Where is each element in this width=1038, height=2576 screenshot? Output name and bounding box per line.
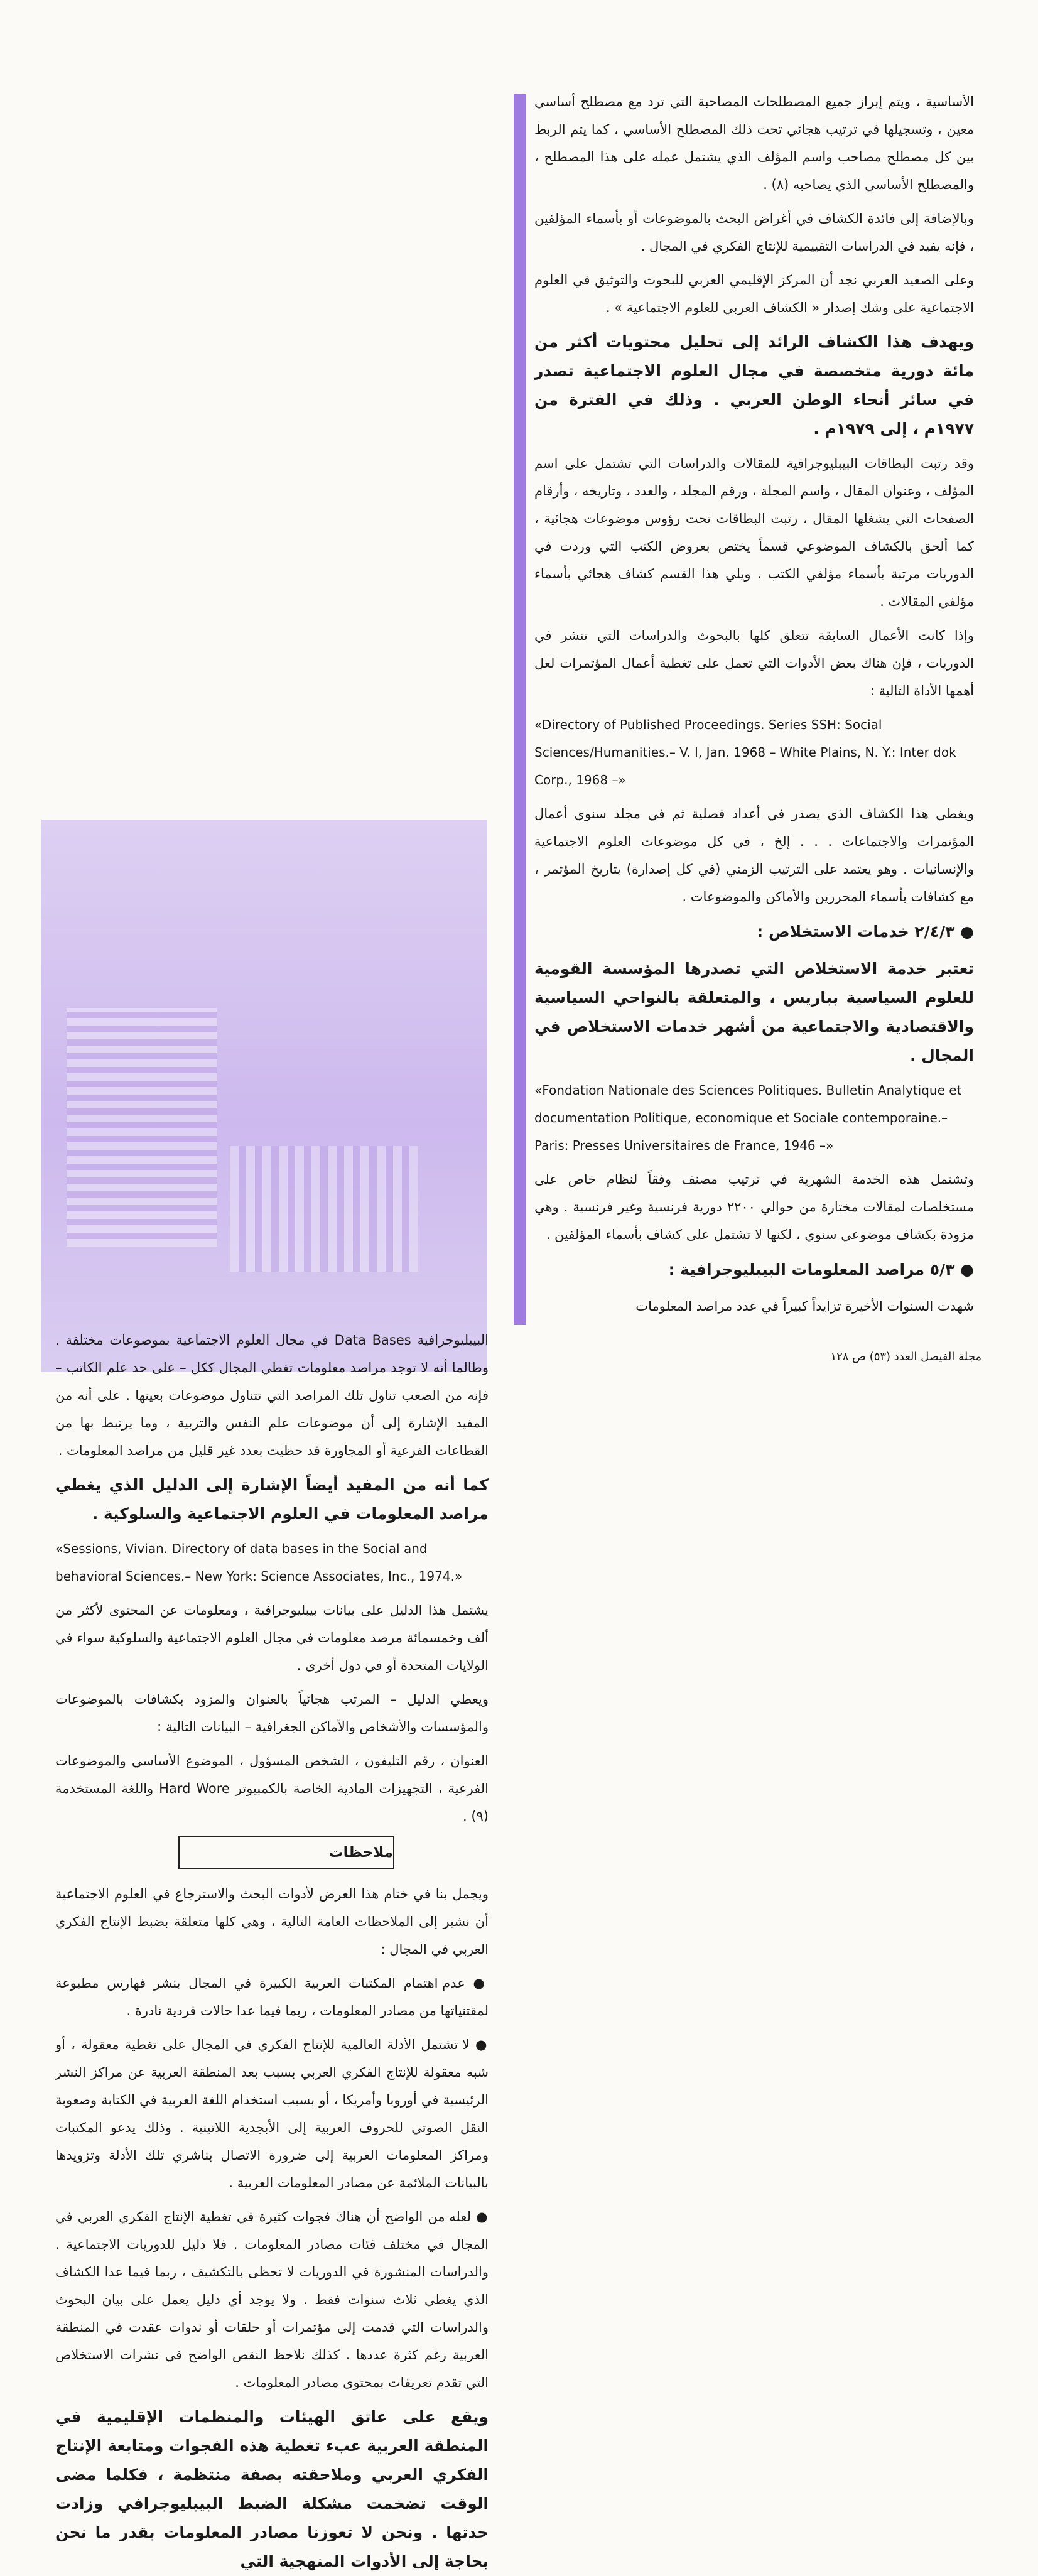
reference-citation: «Directory of Published Proceedings. Series SSH: Social Sciences/Humanities.– V. I, Jan. 1968 – White Plains, N. Y.: Inter dok Corp., 1968 –»: [534, 717, 956, 787]
bold-paragraph: ويهدف هذا الكشاف الرائد إلى تحليل محتويات أكثر من مائة دورية متخصصة في مجال العلوم الاجتماعية تصدر في سائر أنحاء الوطن العربي . وذلك في الفترة من ١٩٧٧م ، إلى ١٩٧٩م .: [534, 333, 974, 438]
bullet-item: ● عدم اهتمام المكتبات العربية الكبيرة في المجال بنشر فهارس مطبوعة لمقتنياتها من مصادر المعلومات ، ربما فيما عدا حالات فردية نادرة .: [55, 1969, 489, 2025]
paragraph: وعلى الصعيد العربي نجد أن المركز الإقليمي العربي للبحوث والتوثيق في العلوم الاجتماعية على وشك إصدار « الكشاف العربي للعلوم الاجتماعية » .: [534, 273, 974, 315]
paragraph: وتشتمل هذه الخدمة الشهرية في ترتيب مصنف وفقاً لنظام خاص على مستخلصات لمقالات مختارة من حوالي ٢٢٠٠ دورية فرنسية وغير فرنسية . وهي مزودة بكشاف موضوعي سنوي ، لكنها لا تشتمل على كشاف بأسماء المؤلفين .: [534, 1172, 974, 1242]
bullet-item: ● لعله من الواضح أن هناك فجوات كثيرة في تغطية الإنتاج الفكري العربي في المجال في مختلف فئات مصادر المعلومات . فلا دليل للدوريات الاجتماعية . والدراسات المنشورة في الدوريات لا تحظى بالتكشيف ، ربما فيما عدا الكشاف الذي يغطي ثلاث سنوات فقط . ولا يوجد أي دليل يعمل على بيان البحوث والدراسات التي قدمت إلى مؤتمرات أو حلقات أو ندوات عقدت في المنطقة العربية رغم كثرة عددها . كذلك نلاحظ النقص الواضح في نشرات الاستخلاص التي تقدم تعريفات بمحتوى مصادر المعلومات .: [55, 2203, 489, 2396]
left-column: [55, 1326, 489, 2576]
reference-citation: «Fondation Nationale des Sciences Politiques. Bulletin Analytique et documentation Politique, economique et Sociale contemporaine.– Paris: Presses Universitaires de France, 1946 –»: [534, 1083, 962, 1153]
paragraph: شهدت السنوات الأخيرة تزايداً كبيراً في عدد مراصد المعلومات: [635, 1299, 974, 1314]
paragraph: البيبليوجرافية Data Bases في مجال العلوم الاجتماعية بموضوعات مختلفة . وطالما أنه لا توجد مراصد معلومات تغطي المجال ككل – على حد علم الكاتب – فإنه من الصعب تناول تلك المراصد التي تتناول موضوعات بعينها . على أنه من المفيد الإشارة إلى أن موضوعات علم النفس والتربية ، وما يرتبط بها من القطاعات الفرعية أو المجاورة قد حظيت بعدد غير قليل من مراصد المعلومات .: [55, 1333, 489, 1458]
paragraph: ويجمل بنا في ختام هذا العرض لأدوات البحث والاسترجاع في العلوم الاجتماعية أن نشير إلى الملاحظات العامة التالية ، وهي كلها متعلقة بضبط الإنتاج الفكري العربي في المجال :: [55, 1886, 489, 1957]
paragraph: وإذا كانت الأعمال السابقة تتعلق كلها بالبحوث والدراسات التي تنشر في الدوريات ، فإن هناك بعض الأدوات التي تعمل على تغطية أعمال المؤتمرات لعل أهمها الأداة التالية :: [534, 628, 974, 698]
paragraph: وقد رتبت البطاقات البيبليوجرافية للمقالات والدراسات التي تشتمل على اسم المؤلف ، وعنوان المقال ، واسم المجلة ، ورقم المجلد ، والعدد ، وتاريخه ، وأرقام الصفحات التي يشغلها المقال ، رتبت البطاقات تحت رؤوس موضوعات هجائية ، كما ألحق بالكشاف الموضوعي قسماً يختص بعروض الكتب التي وردت في الدوريات مرتبة بأسماء مؤلفي الكتب . ويلي هذا القسم كشاف هجائي بأسماء مؤلفي المقالات .: [534, 456, 974, 609]
paragraph: ويغطي هذا الكشاف الذي يصدر في أعداد فصلية ثم في مجلد سنوي أعمال المؤتمرات والاجتماعات . . . إلخ ، في كل موضوعات العلوم الاجتماعية والإنسانيات . وهو يعتمد على الترتيب الزمني (في كل إصدارة) بتاريخ المؤتمر ، مع كشافات بأسماء المحررين والأماكن والموضوعات .: [534, 806, 974, 904]
bold-paragraph: ويقع على عاتق الهيئات والمنظمات الإقليمية في المنطقة العربية عبء تغطية هذه الفجوات ومتابعة الإنتاج الفكري العربي وملاحقته بصفة منتظمة ، فكلما مضى الوقت تضخمت مشكلة الضبط البيبليوجرافي وزادت حدتها . ونحن لا تعوزنا مصادر المعلومات بقدر ما نحن بحاجة إلى الأدوات المنهجية التي: [55, 2408, 489, 2570]
background-photo: [41, 820, 487, 1372]
paragraph: وبالإضافة إلى فائدة الكشاف في أغراض البحث بالموضوعات أو بأسماء المؤلفين ، فإنه يفيد في الدراسات التقييمية للإنتاج الفكري في المجال .: [534, 211, 974, 254]
bold-paragraph: تعتبر خدمة الاستخلاص التي تصدرها المؤسسة القومية للعلوم السياسية بباريس ، والمتعلقة بالنواحي السياسية والاقتصادية والاجتماعية من أشهر خدمات الاستخلاص في المجال .: [534, 960, 974, 1064]
section-heading: ● ٢/٤/٣ خدمات الاستخلاص :: [757, 923, 974, 941]
section-heading: ● ٥/٣ مراصد المعلومات البيبليوجرافية :: [668, 1260, 974, 1279]
right-column: [534, 88, 974, 1320]
paragraph: ويعطي الدليل – المرتب هجائياً بالعنوان والمزود بكشافات بالموضوعات والمؤسسات والأشخاص والأماكن الجغرافية – البيانات التالية :: [55, 1692, 489, 1734]
paragraph: يشتمل هذا الدليل على بيانات بيبليوجرافية ، ومعلومات عن المحتوى لأكثر من ألف وخمسمائة مرصد معلومات في مجال العلوم الاجتماعية والسلوكية سواء في الولايات المتحدة أو في دول أخرى .: [55, 1603, 489, 1673]
bullet-item: ● لا تشتمل الأدلة العالمية للإنتاج الفكري في المجال على تغطية معقولة ، أو شبه معقولة للإنتاج الفكري العربي بسبب بعد المنطقة العربية عن مراكز النشر الرئيسية في أوروبا وأمريكا ، أو بسبب استخدام اللغة العربية في الكتابة وصعوبة النقل الصوتي للحروف العربية إلى الأبجدية اللاتينية . وذلك يدعو المكتبات ومراكز المعلومات العربية إلى ضرورة الاتصال بناشري تلك الأدلة وتزويدها بالبيانات الملائمة عن مصادر المعلومات العربية .: [55, 2031, 489, 2197]
paragraph: العنوان ، رقم التليفون ، الشخص المسؤول ، الموضوع الأساسي والموضوعات الفرعية ، التجهيزات المادية الخاصة بالكمبيوتر Hard Wore واللغة المستخدمة (٩) .: [55, 1753, 489, 1824]
notes-heading-box: ملاحظات: [178, 1836, 394, 1869]
bold-paragraph: كما أنه من المفيد أيضاً الإشارة إلى الدليل الذي يغطي مراصد المعلومات في العلوم الاجتماعية والسلوكية .: [55, 1476, 489, 1523]
column-divider: [514, 94, 526, 1325]
page-footer: مجلة الفيصل العدد (٥٣) ص ١٢٨: [830, 1350, 981, 1363]
reference-citation: «Sessions, Vivian. Directory of data bases in the Social and behavioral Sciences.– New York: Science Associates, Inc., 1974.»: [55, 1541, 463, 1584]
paragraph: الأساسية ، ويتم إبراز جميع المصطلحات المصاحبة التي ترد مع مصطلح أساسي معين ، وتسجيلها في ترتيب هجائي تحت ذلك المصطلح الأساسي ، كما يتم الربط بين كل مصطلح مصاحب واسم المؤلف الذي يشتمل عمله على هذا المصطلح ، والمصطلح الأساسي الذي يصاحبه (٨) .: [534, 94, 974, 192]
